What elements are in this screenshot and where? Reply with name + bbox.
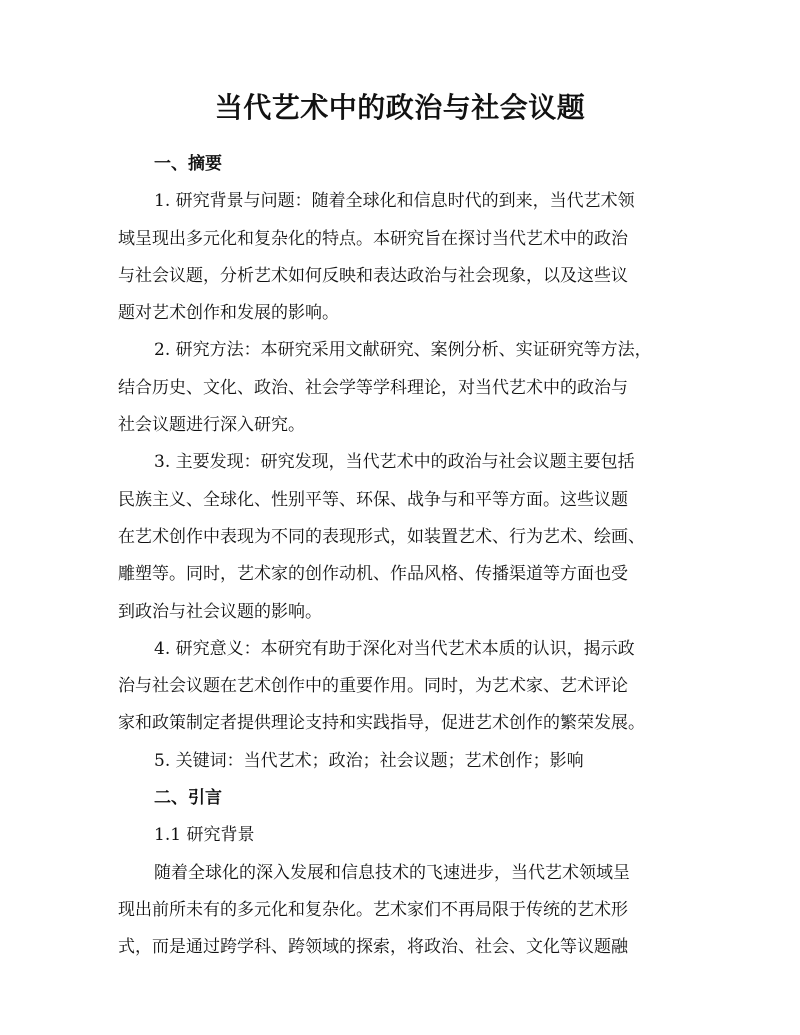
subheading-research-background: 1.1 研究背景 <box>154 825 255 846</box>
paragraph-line: 民族主义、全球化、性别平等、环保、战争与和平等方面。这些议题 <box>118 489 628 510</box>
paragraph-line: 式，而是通过跨学科、跨领域的探索，将政治、社会、文化等议题融 <box>118 937 628 958</box>
paragraph-line: 3. 主要发现：研究发现，当代艺术中的政治与社会议题主要包括 <box>154 452 635 473</box>
paragraph-line: 结合历史、文化、政治、社会学等学科理论，对当代艺术中的政治与 <box>118 377 628 398</box>
paragraph-line: 与社会议题，分析艺术如何反映和表达政治与社会现象，以及这些议 <box>118 265 628 286</box>
abstract-heading: 一、摘要 <box>154 154 222 174</box>
paragraph-line: 社会议题进行深入研究。 <box>118 415 305 436</box>
document-body <box>118 146 688 967</box>
paragraph-keywords <box>118 743 688 780</box>
document-title: 当代艺术中的政治与社会议题 <box>214 91 586 124</box>
paragraph-line: 在艺术创作中表现为不同的表现形式，如装置艺术、行为艺术、绘画、 <box>118 526 645 547</box>
paragraph-line: 雕塑等。同时，艺术家的创作动机、作品风格、传播渠道等方面也受 <box>118 564 628 585</box>
paragraph-line: 题对艺术创作和发展的影响。 <box>118 303 339 324</box>
paragraph-line: 5. 关键词：当代艺术；政治；社会议题；艺术创作；影响 <box>154 750 584 771</box>
paragraph-line: 1. 研究背景与问题：随着全球化和信息时代的到来，当代艺术领 <box>154 191 635 212</box>
paragraph-line: 随着全球化的深入发展和信息技术的飞速进步，当代艺术领域呈 <box>154 862 630 883</box>
paragraph-research-background <box>118 183 688 332</box>
paragraph-line: 家和政策制定者提供理论支持和实践指导，促进艺术创作的繁荣发展。 <box>118 713 645 734</box>
paragraph-research-significance <box>118 631 688 743</box>
intro-heading: 二、引言 <box>154 788 222 809</box>
paragraph-line: 治与社会议题在艺术创作中的重要作用。同时，为艺术家、艺术评论 <box>118 676 628 697</box>
paragraph-research-method <box>118 332 688 444</box>
paragraph-line: 4. 研究意义：本研究有助于深化对当代艺术本质的认识，揭示政 <box>154 638 635 659</box>
paragraph-line: 现出前所未有的多元化和复杂化。艺术家们不再局限于传统的艺术形 <box>118 899 628 920</box>
paragraph-intro-background <box>118 855 688 967</box>
paragraph-main-findings <box>118 444 688 630</box>
paragraph-line: 到政治与社会议题的影响。 <box>118 601 322 622</box>
paragraph-line: 2. 研究方法：本研究采用文献研究、案例分析、实证研究等方法， <box>154 340 652 361</box>
paragraph-line: 域呈现出多元化和复杂化的特点。本研究旨在探讨当代艺术中的政治 <box>118 228 628 249</box>
